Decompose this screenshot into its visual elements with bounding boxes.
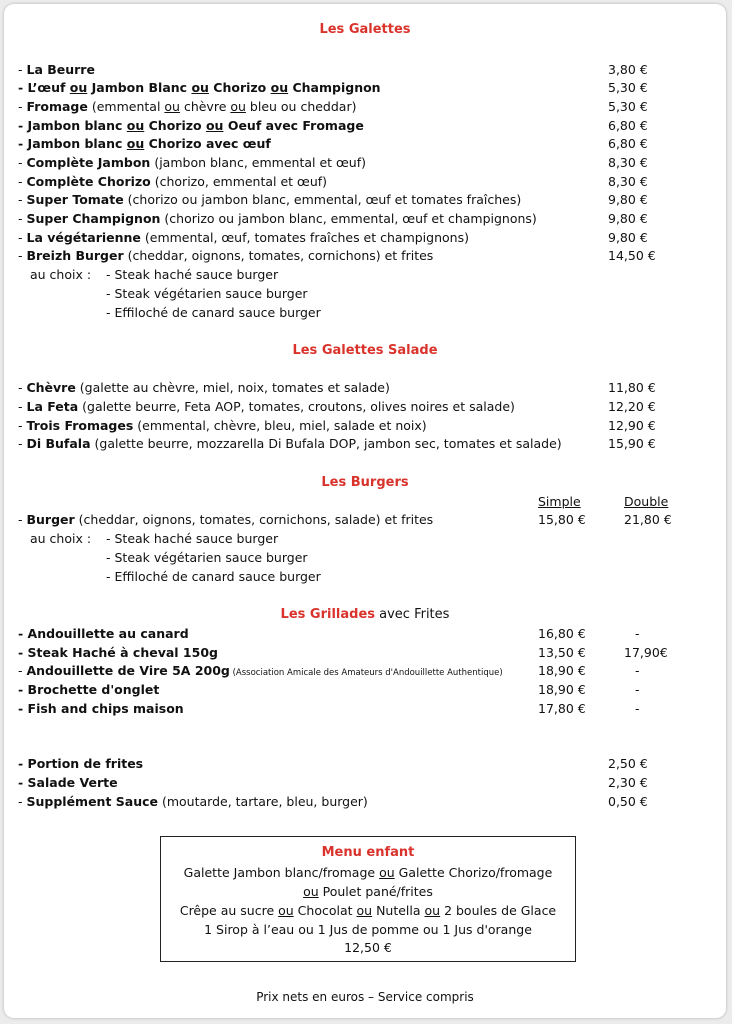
menu-item: - Fromage (emmental ou chèvre ou bleu ou cheddar) [18, 99, 357, 114]
choice-option: - Steak végétarien sauce burger [106, 550, 308, 565]
menu-enfant-title: Menu enfant [321, 845, 415, 860]
price-double: 17,90€ [624, 645, 668, 660]
menu-item: - L’œuf ou Jambon Blanc ou Chorizo ou Champignon [18, 80, 381, 95]
menu-enfant-price: 12,50 € [344, 940, 392, 955]
section-title-salade: Les Galettes Salade [292, 343, 438, 358]
column-header-simple: Simple [538, 494, 581, 509]
price-simple: 13,50 € [538, 645, 586, 660]
menu-enfant-box [160, 836, 576, 962]
section-title-galettes: Les Galettes [319, 22, 411, 37]
choice-option: - Steak haché sauce burger [106, 267, 279, 282]
item-price: 11,80 € [608, 380, 656, 395]
menu-item: - Di Bufala (galette beurre, mozzarella Di Bufala DOP, jambon sec, tomates et salade) [18, 436, 562, 451]
choice-label: au choix : [30, 531, 92, 546]
item-price: 2,30 € [608, 775, 648, 790]
item-price: 5,30 € [608, 80, 648, 95]
price-double: - [635, 701, 640, 716]
menu-item: - Jambon blanc ou Chorizo ou Oeuf avec Fromage [18, 118, 364, 133]
item-price: 5,30 € [608, 99, 648, 114]
menu-enfant-line: Galette Jambon blanc/fromage ou Galette Chorizo/fromage [183, 865, 553, 880]
menu-item: - Supplément Sauce (moutarde, tartare, bleu, burger) [18, 794, 368, 809]
menu-item: - Trois Fromages (emmental, chèvre, bleu, miel, salade et noix) [18, 418, 427, 433]
price-simple: 15,80 € [538, 512, 586, 527]
item-price: 14,50 € [608, 248, 656, 263]
item-price: 12,90 € [608, 418, 656, 433]
price-double: 21,80 € [624, 512, 672, 527]
menu-enfant-line: ou Poulet pané/frites [303, 884, 433, 899]
menu-item: - Super Champignon (chorizo ou jambon blanc, emmental, œuf et champignons) [18, 211, 537, 226]
item-price: 8,30 € [608, 174, 648, 189]
menu-item: - Portion de frites [18, 756, 144, 771]
item-price: 9,80 € [608, 192, 648, 207]
item-price: 9,80 € [608, 211, 648, 226]
price-double: - [635, 682, 640, 697]
item-price: 6,80 € [608, 118, 648, 133]
menu-item: - Fish and chips maison [18, 701, 184, 716]
menu-item: - Andouillette au canard [18, 626, 189, 641]
menu-item: - Chèvre (galette au chèvre, miel, noix, tomates et salade) [18, 380, 390, 395]
item-price: 2,50 € [608, 756, 648, 771]
menu-item: - Andouillette de Vire 5A 200g (Association Amicale des Amateurs d'Andouillette Authentique) [18, 663, 503, 678]
menu-item: - Jambon blanc ou Chorizo avec œuf [18, 136, 271, 151]
menu-page [4, 4, 726, 1018]
item-price: 15,90 € [608, 436, 656, 451]
menu-item: - Brochette d'onglet [18, 682, 160, 697]
menu-item: - Super Tomate (chorizo ou jambon blanc, emmental, œuf et tomates fraîches) [18, 192, 522, 207]
footer-note: Prix nets en euros – Service compris [256, 990, 474, 1004]
price-double: - [635, 663, 640, 678]
menu-item: - Complète Chorizo (chorizo, emmental et œuf) [18, 174, 328, 189]
menu-enfant-line: Crêpe au sucre ou Chocolat ou Nutella ou 2 boules de Glace [179, 903, 557, 918]
section-title-burgers: Les Burgers [321, 475, 409, 490]
menu-item: - Steak Haché à cheval 150g [18, 645, 218, 660]
price-simple: 18,90 € [538, 663, 586, 678]
item-price: 8,30 € [608, 155, 648, 170]
menu-item: - La Feta (galette beurre, Feta AOP, tomates, croutons, olives noires et salade) [18, 399, 515, 414]
choice-label: au choix : [30, 267, 92, 282]
item-price: 0,50 € [608, 794, 648, 809]
menu-item: - Breizh Burger (cheddar, oignons, tomates, cornichons) et frites [18, 248, 434, 263]
menu-item: - La Beurre [18, 62, 95, 77]
choice-option: - Effiloché de canard sauce burger [106, 569, 321, 584]
price-simple: 16,80 € [538, 626, 586, 641]
item-price: 6,80 € [608, 136, 648, 151]
column-header-double: Double [624, 494, 669, 509]
section-title-grillades: Les Grillades avec Frites [280, 607, 450, 622]
menu-item: - Salade Verte [18, 775, 118, 790]
price-simple: 18,90 € [538, 682, 586, 697]
choice-option: - Steak végétarien sauce burger [106, 286, 308, 301]
price-double: - [635, 626, 640, 641]
item-price: 12,20 € [608, 399, 656, 414]
item-price: 9,80 € [608, 230, 648, 245]
menu-item: - Complète Jambon (jambon blanc, emmental et œuf) [18, 155, 367, 170]
price-simple: 17,80 € [538, 701, 586, 716]
menu-enfant-line: 1 Sirop à l’eau ou 1 Jus de pomme ou 1 Jus d'orange [204, 922, 532, 937]
choice-option: - Steak haché sauce burger [106, 531, 279, 546]
menu-item: - Burger (cheddar, oignons, tomates, cornichons, salade) et frites [18, 512, 434, 527]
menu-item: - La végétarienne (emmental, œuf, tomates fraîches et champignons) [18, 230, 469, 245]
choice-option: - Effiloché de canard sauce burger [106, 305, 321, 320]
item-price: 3,80 € [608, 62, 648, 77]
